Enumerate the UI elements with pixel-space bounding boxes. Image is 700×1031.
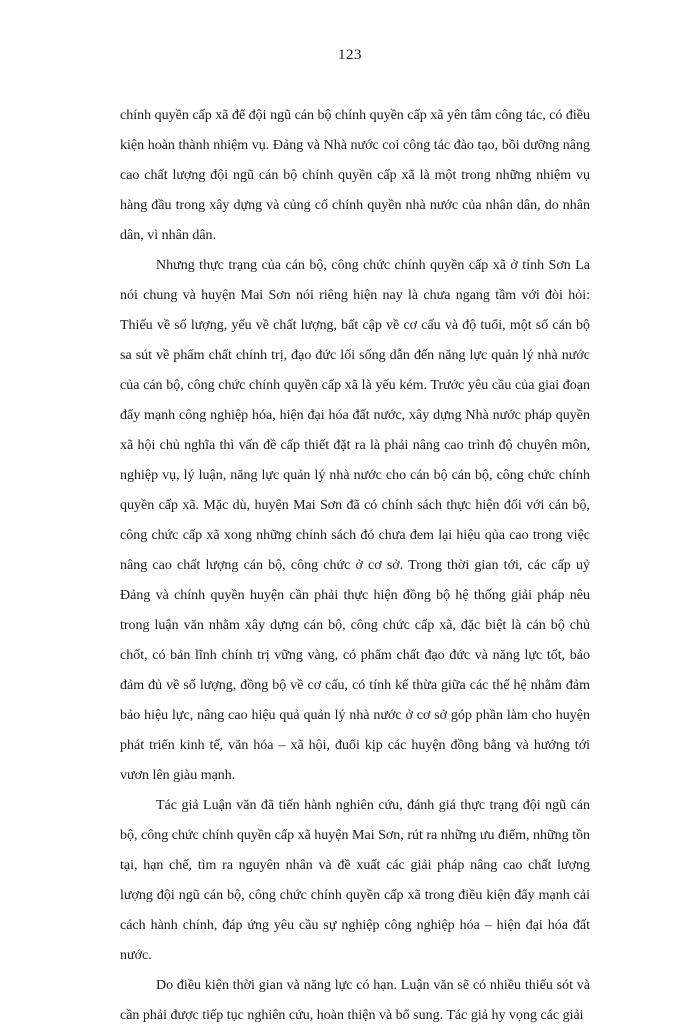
paragraph-situation: Nhưng thực trạng của cán bộ, công chức chính quyền cấp xã ở tỉnh Sơn La nói chung và huyện Mai Sơn nói riêng hiện nay là chưa ngang tầm với đòi hỏi: Thiếu về số lượng, yếu về chất lượng, bất cập về cơ cấu và độ tuổi, một số cán bộ sa sút về phẩm chất chính trị, đạo đức lối sống dẫn đến năng lực quản lý nhà nước của cán bộ, công chức chính quyền cấp xã là yếu kém. Trước yêu cầu của giai đoạn đẩy mạnh công nghiệp hóa, hiện đại hóa đất nước, xây dựng Nhà nước pháp quyền xã hội chủ nghĩa thì vấn đề cấp thiết đặt ra là phải nâng cao trình độ chuyên môn, nghiệp vụ, lý luận, năng lực quản lý nhà nước cho cán bộ cán bộ, công chức chính quyền cấp xã. Mặc dù, huyện Mai Sơn đã có chính sách thực hiện đối với cán bộ, công chức cấp xã xong những chính sách đó chưa đem lại hiệu qủa cao trong việc nâng cao chất lượng cán bộ, công chức ở cơ sở. Trong thời gian tới, các cấp uỷ Đảng và chính quyền huyện cần phải thực hiện đồng bộ hệ thống giải pháp nêu trong luận văn nhằm xây dựng cán bộ, công chức cấp xã, đặc biệt là cán bộ chủ chốt, có bản lĩnh chính trị vững vàng, có phẩm chất đạo đức và năng lực tốt, bảo đảm đủ về số lượng, đồng bộ về cơ cấu, có tính kế thừa giữa các thế hệ nhằm đảm bảo hiệu lực, nâng cao hiệu quả quản lý nhà nước ở cơ sở góp phần làm cho huyện phát triển kinh tế, văn hóa – xã hội, đuổi kịp các huyện đồng bằng và hướng tới vươn lên giàu mạnh. [120, 258, 590, 783]
paragraph-limitations: Do điều kiện thời gian và năng lực có hạn. Luận văn sẽ có nhiều thiếu sót và cần phải được tiếp tục nghiên cứu, hoàn thiện và bổ sung. Tác giả hy vọng các giải [120, 978, 590, 1023]
page-number: 123 [338, 47, 362, 63]
paragraph-research-summary: Tác giả Luận văn đã tiến hành nghiên cứu, đánh giá thực trạng đội ngũ cán bộ, công chức chính quyền cấp xã huyện Mai Sơn, rút ra những ưu điểm, những tồn tại, hạn chế, tìm ra nguyên nhân và đề xuất các giải pháp nâng cao chất lượng lượng đội ngũ cán bộ, công chức chính quyền cấp xã trong điều kiện đẩy mạnh cải cách hành chính, đáp ứng yêu cầu sự nghiệp công nghiệp hóa – hiện đại hóa đất nước. [120, 798, 590, 963]
paragraph-continuation: chính quyền cấp xã để đội ngũ cán bộ chính quyền cấp xã yên tâm công tác, có điều kiện hoàn thành nhiệm vụ. Đảng và Nhà nước coi công tác đào tạo, bồi dưỡng nâng cao chất lượng đội ngũ cán bộ chính quyền cấp xã là một trong những nhiệm vụ hàng đầu trong xây dựng và củng cố chính quyền nhà nước của nhân dân, do nhân dân, vì nhân dân. [120, 108, 591, 243]
body-text [120, 101, 590, 1031]
